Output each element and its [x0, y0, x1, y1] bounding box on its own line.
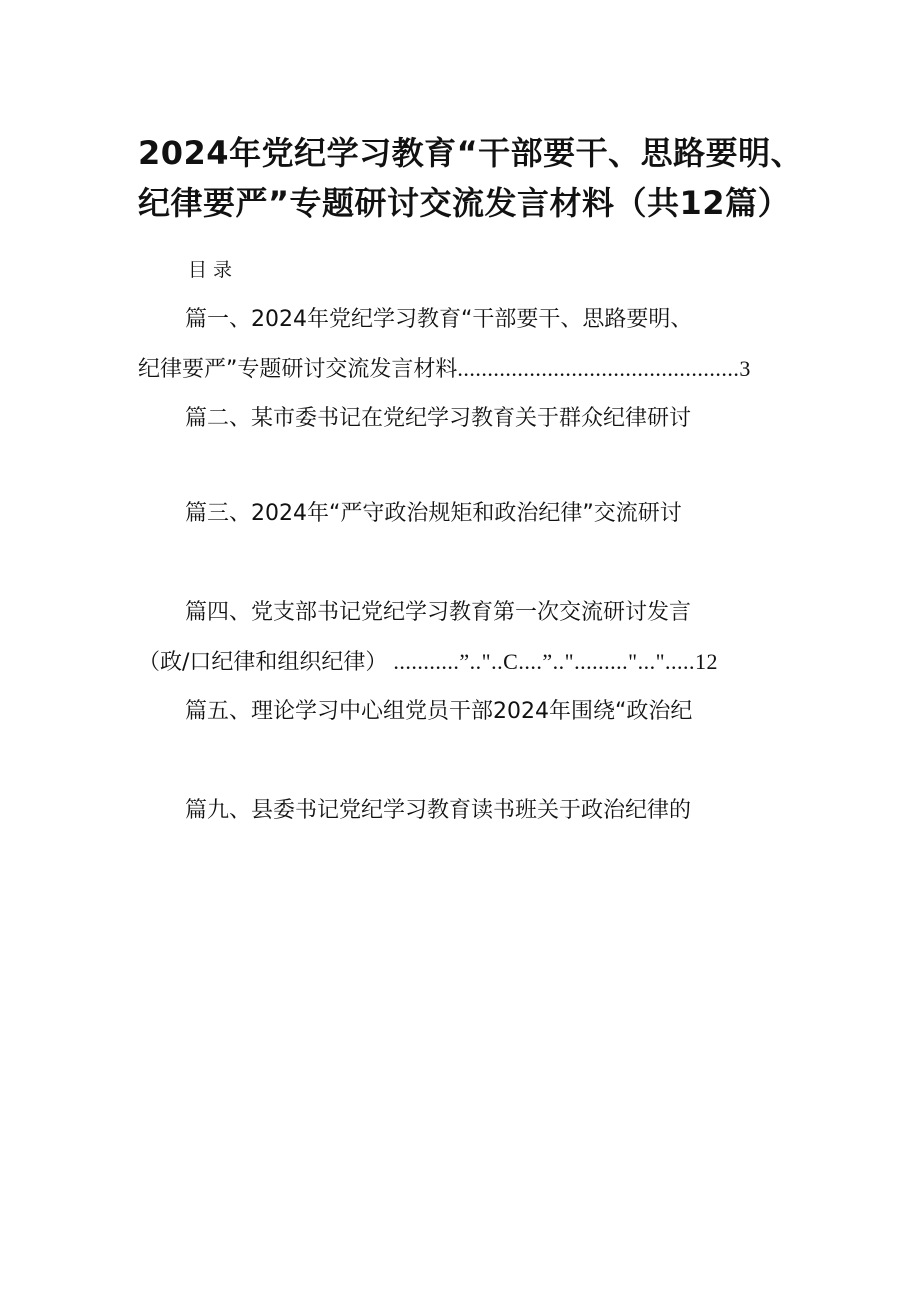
document-title-line-2: 纪律要严”专题研讨交流发言材料（共12篇）	[138, 184, 791, 222]
toc-entry-1-line-1[interactable]: 篇一、2024年党纪学习教育“干部要干、思路要明、	[185, 307, 693, 332]
toc-entry-4-line-1[interactable]: 篇四、党支部书记党纪学习教育第一次交流研讨发言	[185, 600, 692, 625]
toc-entry-6[interactable]: 篇九、县委书记党纪学习教育读书班关于政治纪律的	[185, 798, 692, 823]
toc-heading: 目录	[188, 259, 239, 281]
toc-entry-4-line-2[interactable]	[138, 647, 718, 678]
toc-entry-4-leader: ...........”.."..C....”.."........."...".....12	[387, 649, 719, 674]
toc-entry-5[interactable]: 篇五、理论学习中心组党员干部2024年围绕“政治纪	[185, 699, 693, 724]
toc-entry-1-leader: ...............................................3	[457, 356, 751, 381]
toc-entry-3[interactable]: 篇三、2024年“严守政治规矩和政治纪律”交流研讨	[185, 501, 682, 526]
toc-entry-1-title: 纪律要严”专题研讨交流发言材料	[138, 357, 458, 382]
toc-entry-2[interactable]: 篇二、某市委书记在党纪学习教育关于群众纪律研讨	[185, 406, 692, 431]
document-title-line-1: 2024年党纪学习教育“干部要干、思路要明、	[138, 134, 804, 172]
toc-entry-1-line-2[interactable]	[138, 354, 751, 385]
toc-entry-4-title: （政/口纪律和组织纪律）	[138, 650, 388, 675]
